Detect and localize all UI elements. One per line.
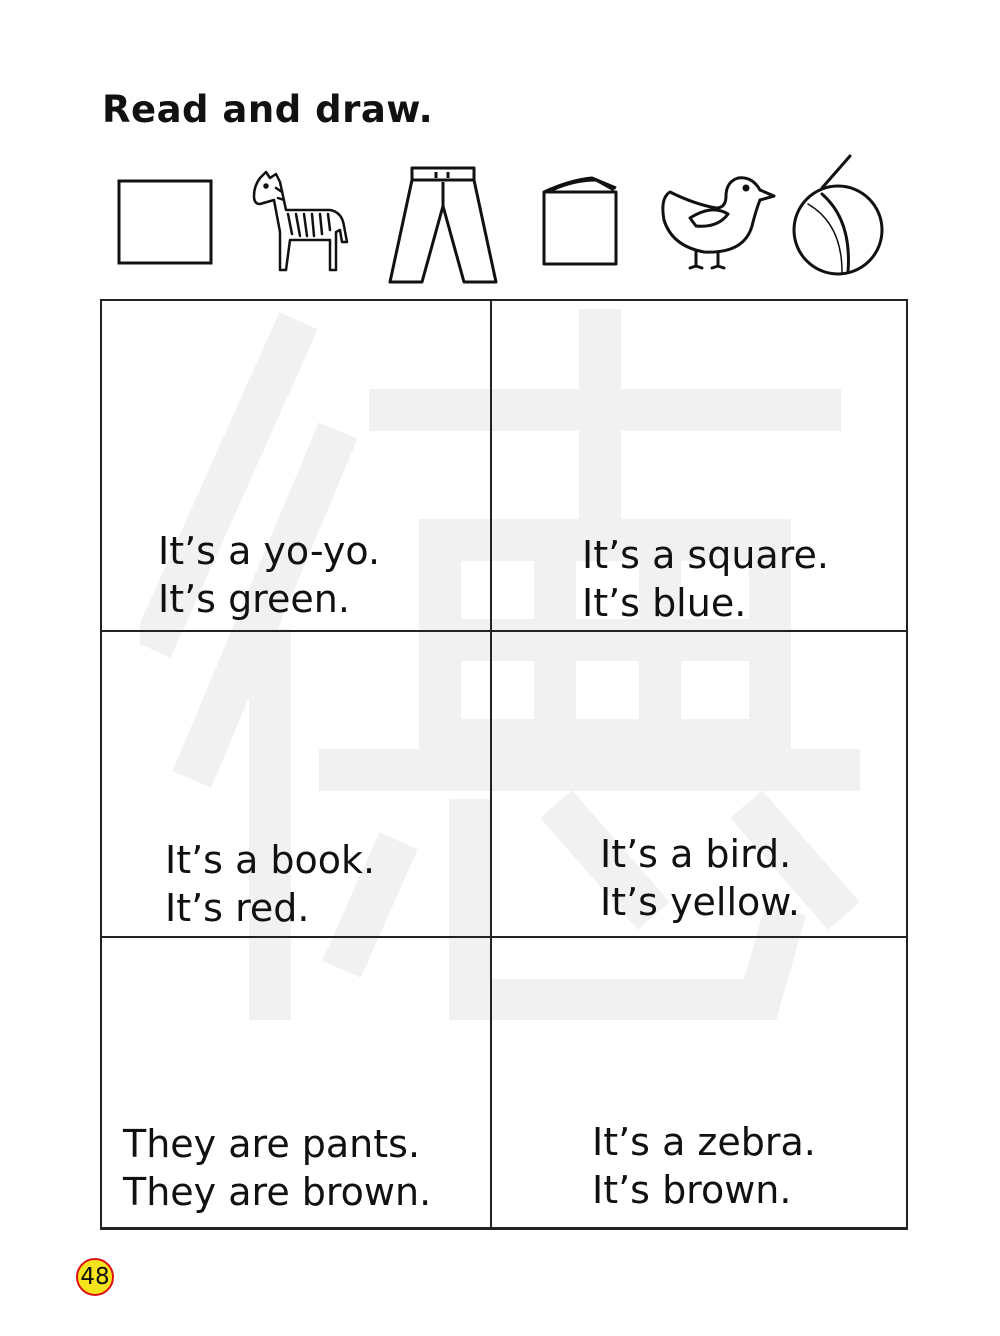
- book-icon: [540, 174, 620, 270]
- cell-line: It’s brown.: [592, 1168, 792, 1212]
- drawing-cell-zebra[interactable]: [492, 938, 906, 1227]
- bird-icon: [656, 174, 776, 274]
- drawing-cell-square[interactable]: [492, 301, 906, 632]
- cell-line: It’s a bird.: [600, 832, 792, 876]
- cell-line: It’s red.: [165, 886, 310, 930]
- drawing-cell-book[interactable]: [102, 632, 492, 938]
- drawing-cell-bird[interactable]: [492, 632, 906, 938]
- page-heading: Read and draw.: [102, 88, 434, 131]
- cell-line: It’s a yo-yo.: [158, 529, 381, 573]
- square-icon: [116, 178, 216, 268]
- drawing-cell-pants[interactable]: [102, 938, 492, 1227]
- zebra-icon: [250, 170, 352, 278]
- drawing-grid: [100, 299, 908, 1230]
- drawing-cell-yoyo[interactable]: [102, 301, 492, 632]
- picture-strip: [0, 150, 1000, 295]
- cell-line: It’s yellow.: [600, 880, 800, 924]
- cell-line: They are brown.: [123, 1170, 432, 1214]
- page-number-badge: 48: [76, 1258, 114, 1296]
- cell-line: It’s green.: [158, 577, 350, 621]
- cell-line: It’s blue.: [582, 581, 747, 625]
- cell-line: It’s a zebra.: [592, 1120, 816, 1164]
- cell-line: They are pants.: [123, 1122, 421, 1166]
- pants-icon: [386, 164, 500, 288]
- cell-line: It’s a square.: [582, 533, 829, 577]
- yoyo-icon: [792, 154, 892, 278]
- cell-line: It’s a book.: [165, 838, 376, 882]
